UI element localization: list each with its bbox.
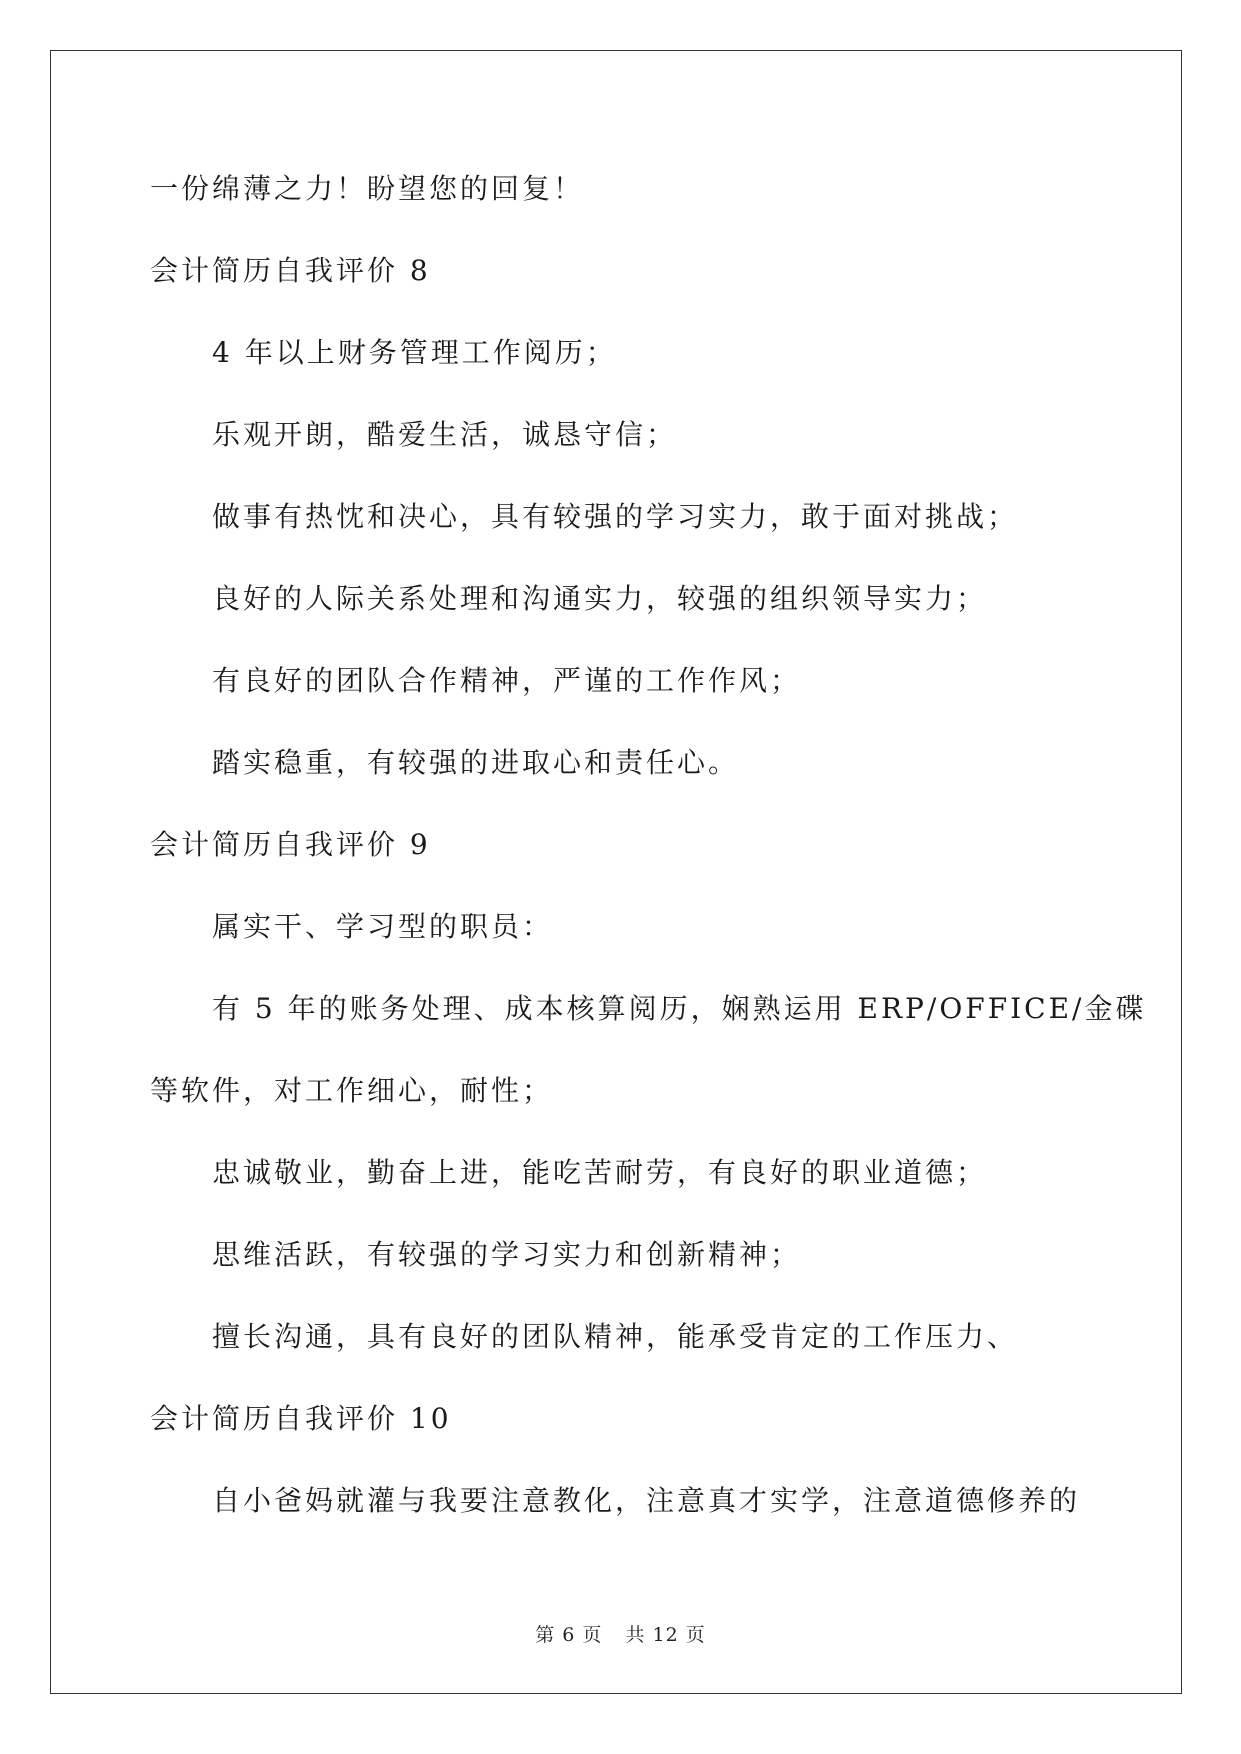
text-line: 乐观开朗，酷爱生活，诚恳守信； [212,418,678,451]
section-heading: 会计简历自我评价 8 [150,254,431,287]
text-line: 有良好的团队合作精神，严谨的工作作风； [212,664,802,697]
section-heading: 会计简历自我评价 9 [150,828,431,861]
page-footer [0,1620,1241,1647]
page-number-current: 第 6 页 [535,1624,603,1646]
text-line: 等软件，对工作细心，耐性； [150,1074,554,1107]
text-line: 做事有热忱和决心，具有较强的学习实力，敢于面对挑战； [212,500,1019,533]
text-line: 忠诚敬业，勤奋上进，能吃苦耐劳，有良好的职业道德； [212,1156,988,1189]
document-body [150,148,1147,1542]
text-line: 4 年以上财务管理工作阅历； [212,336,617,369]
text-line: 属实干、学习型的职员： [212,910,554,943]
text-line: 踏实稳重，有较强的进取心和责任心。 [212,746,740,779]
section-heading: 会计简历自我评价 10 [150,1402,452,1435]
text-line: 自小爸妈就灌与我要注意教化，注意真才实学，注意道德修养的 [212,1484,1081,1517]
page-number-total: 共 12 页 [625,1624,706,1646]
text-line: 擅长沟通，具有良好的团队精神，能承受肯定的工作压力、 [212,1320,1019,1353]
text-line: 思维活跃，有较强的学习实力和创新精神； [212,1238,802,1271]
text-line: 有 5 年的账务处理、成本核算阅历，娴熟运用 ERP/OFFICE/金碟 [212,992,1147,1025]
text-line: 一份绵薄之力！盼望您的回复！ [150,172,585,205]
text-line: 良好的人际关系处理和沟通实力，较强的组织领导实力； [212,582,988,615]
